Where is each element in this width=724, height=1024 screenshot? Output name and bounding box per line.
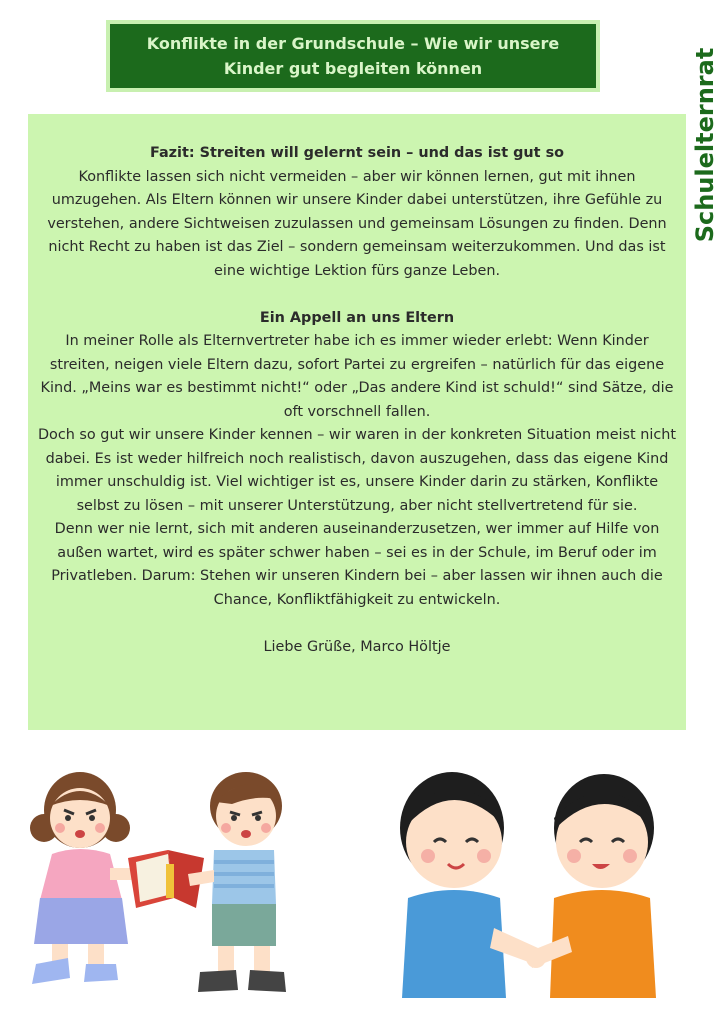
- section-heading-appell: Ein Appell an uns Eltern: [259, 309, 455, 326]
- appell-paragraph-3: Denn wer nie lernt, sich mit anderen auseinanderzusetzen, wer immer auf Hilfe von außen wartet, wird es später schwer haben – sei es in der Schule, im Beruf oder im Privatleben. Darum: Stehen wir unseren Kindern bei – aber lassen wir ihnen auch die Chance, Konfliktfähigkeit zu entwickeln.: [51, 521, 663, 608]
- section-heading-fazit: Fazit: Streiten will gelernt sein – und das ist gut so: [149, 145, 565, 161]
- boy-blue-figure: [400, 772, 538, 998]
- title-banner: [106, 20, 600, 92]
- boy-orange-figure: [526, 774, 656, 998]
- page-title: Konflikte in der Grundschule – Wie wir unsere Kinder gut begleiten können: [146, 34, 560, 78]
- fazit-paragraph: Konflikte lassen sich nicht vermeiden – aber wir können lernen, gut mit ihnen umzugehen. Als Eltern können wir unsere Kinder dabei unterstützen, ihre Gefühle zu verstehen, andere Sichtweisen zuzulassen und gemeinsam Lösungen zu finden. Denn nicht Recht zu haben ist das Ziel – sondern gemeinsam weiterzukommen. Und das ist eine wichtige Lektion fürs ganze Leben.: [47, 168, 667, 279]
- side-label-text: Schulelternrat: [691, 47, 719, 243]
- closing-signature: Liebe Grüße, Marco Höltje: [263, 638, 451, 655]
- girl-figure: [30, 772, 138, 984]
- boy-figure: [188, 772, 286, 992]
- children-arguing-illustration: [18, 758, 318, 1008]
- appell-paragraph-2: Doch so gut wir unsere Kinder kennen – wir waren in der konkreten Situation meist nicht dabei. Es ist weder hilfreich noch realistisch, davon auszugehen, dass das eigene Kind immer unschuldig ist. Viel wichtiger ist es, unsere Kinder darin zu stärken, Konflikte selbst zu lösen – mit unserer Unterstützung, aber nicht stellvertretend für sie.: [37, 427, 677, 514]
- content-panel: [28, 114, 686, 730]
- appell-paragraph-1: In meiner Rolle als Elternvertreter habe ich es immer wieder erlebt: Wenn Kinder streiten, neigen viele Eltern dazu, sofort Partei zu ergreifen – natürlich für das eigene Kind. „Meins war es bestimmt nicht!“ oder „Das andere Kind ist schuld!“ sind Sätze, die oft vorschnell fallen.: [40, 333, 674, 420]
- side-label: [684, 40, 724, 250]
- handshake-illustration: [378, 758, 678, 1008]
